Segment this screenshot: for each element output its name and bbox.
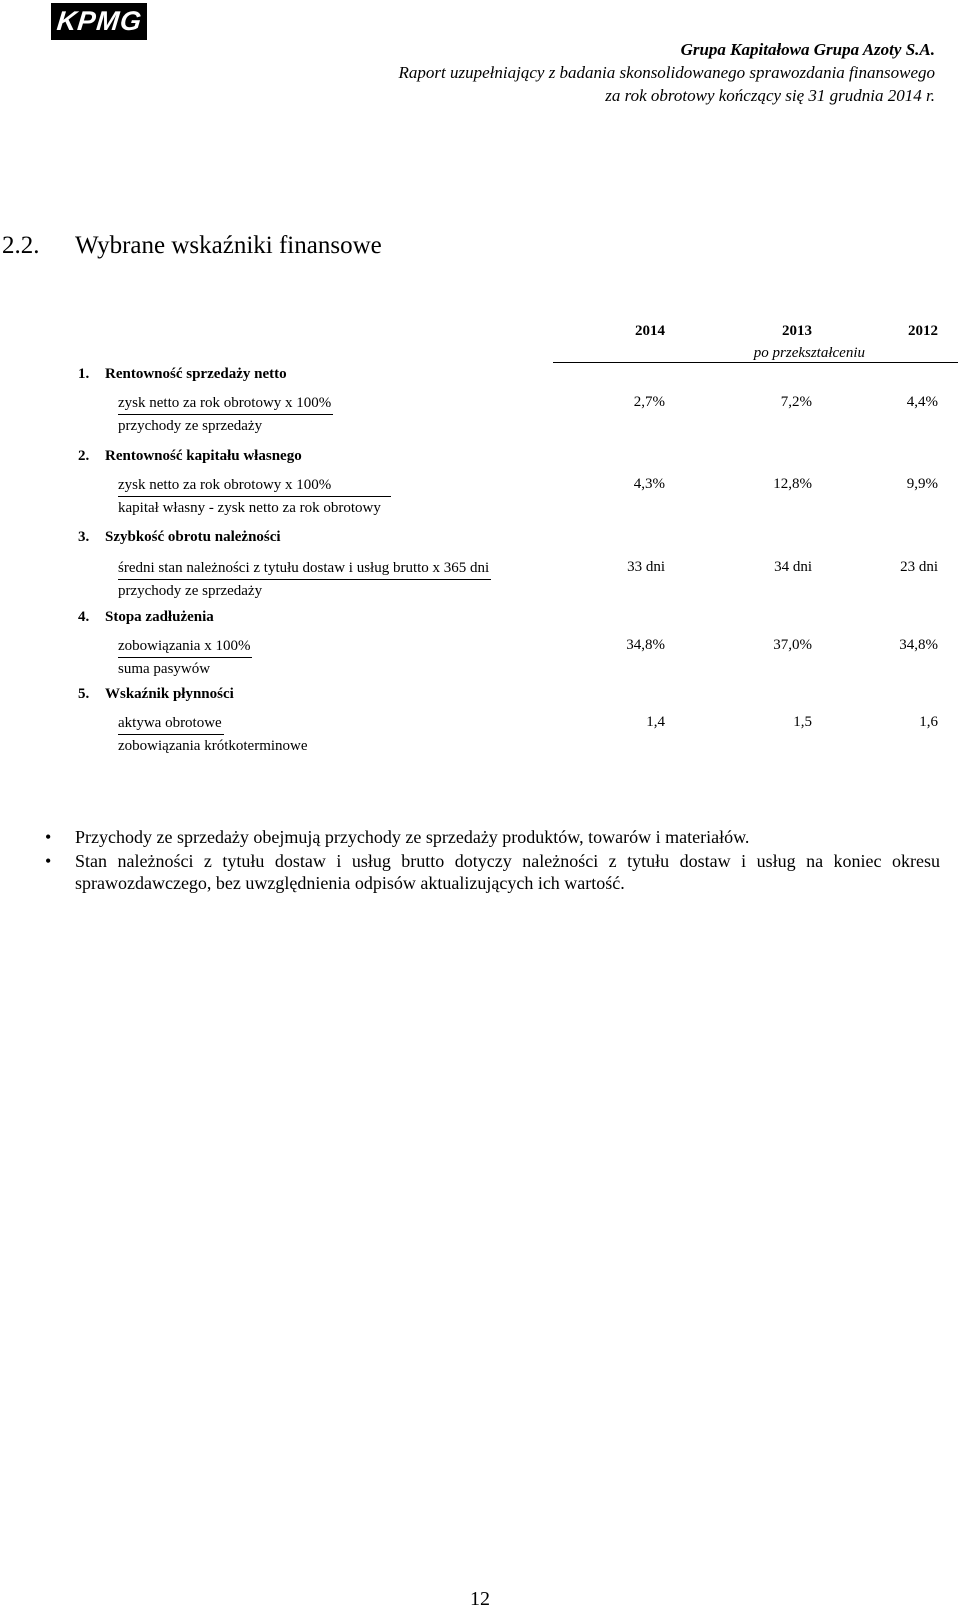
value-2013: 37,0% (773, 637, 812, 653)
metric-title (78, 529, 281, 546)
formula-numerator: aktywa obrotowe (118, 712, 224, 735)
value-2014: 1,4 (646, 714, 665, 730)
formula-denominator: przychody ze sprzedaży (118, 583, 263, 599)
metric-name: Rentowność kapitału własnego (105, 448, 302, 464)
metric-title (78, 609, 214, 626)
bullet-icon: • (45, 851, 52, 871)
value-2014: 4,3% (633, 476, 665, 492)
metric-formula (118, 392, 333, 437)
metric-formula (118, 557, 491, 602)
report-title-line1: Raport uzupełniający z badania skonsolidowanego sprawozdania finansowego (398, 63, 935, 82)
column-subcaption-2013: po przekształceniu (753, 345, 865, 361)
note-text: Stan należności z tytułu dostaw i usług brutto dotyczy należności z tytułu dostaw i usług na koniec okresu sprawozdawczego, bez uwzględnienia odpisów aktualizujących ich wartość. (75, 851, 940, 893)
value-2014: 33 dni (627, 559, 665, 575)
bullet-icon: • (45, 827, 52, 847)
column-header-2014: 2014 (635, 323, 665, 339)
list-item (30, 826, 940, 848)
header-divider (553, 362, 958, 363)
report-header (399, 38, 935, 107)
formula-numerator: zobowiązania x 100% (118, 635, 252, 658)
logo-text: KPMG (54, 6, 144, 36)
value-2014: 2,7% (633, 394, 665, 410)
metric-number: 3. (78, 529, 90, 545)
value-2012: 9,9% (906, 476, 938, 492)
formula-numerator: średni stan należności z tytułu dostaw i usług brutto x 365 dni (118, 557, 491, 580)
formula-denominator: przychody ze sprzedaży (118, 418, 263, 434)
metric-name: Szybkość obrotu należności (105, 529, 281, 545)
metric-number: 4. (78, 609, 90, 625)
value-2013: 12,8% (773, 476, 812, 492)
metric-formula (118, 474, 391, 519)
footnotes (30, 826, 940, 896)
metric-formula (118, 635, 252, 680)
value-2012: 23 dni (900, 559, 938, 575)
value-2013: 7,2% (780, 394, 812, 410)
metric-formula (118, 712, 308, 757)
metric-title (78, 366, 287, 383)
formula-denominator: suma pasywów (118, 661, 211, 677)
value-2012: 34,8% (899, 637, 938, 653)
column-header-2013: 2013 (782, 323, 812, 339)
value-2013: 34 dni (774, 559, 812, 575)
formula-numerator: zysk netto za rok obrotowy x 100% (118, 474, 391, 497)
value-2012: 4,4% (906, 394, 938, 410)
metric-name: Wskaźnik płynności (105, 686, 234, 702)
list-item (30, 850, 940, 894)
kpmg-logo (51, 3, 147, 40)
page-number: 12 (470, 1588, 490, 1610)
metric-number: 2. (78, 448, 90, 464)
formula-denominator: zobowiązania krótkoterminowe (118, 738, 308, 754)
value-2012: 1,6 (919, 714, 938, 730)
metric-name: Stopa zadłużenia (105, 609, 214, 625)
value-2013: 1,5 (793, 714, 812, 730)
section-title: Wybrane wskaźniki finansowe (75, 232, 382, 259)
metric-title (78, 448, 302, 465)
value-2014: 34,8% (626, 637, 665, 653)
report-title-line2: za rok obrotowy kończący się 31 grudnia 2014 r. (605, 86, 935, 105)
section-number: 2.2. (2, 232, 40, 259)
metric-number: 5. (78, 686, 90, 702)
metric-number: 1. (78, 366, 90, 382)
company-name: Grupa Kapitałowa Grupa Azoty S.A. (680, 40, 935, 59)
formula-numerator: zysk netto za rok obrotowy x 100% (118, 392, 333, 415)
note-text: Przychody ze sprzedaży obejmują przychody ze sprzedaży produktów, towarów i materiałów. (75, 827, 750, 847)
metric-title (78, 686, 234, 703)
formula-denominator: kapitał własny - zysk netto za rok obrotowy (118, 500, 381, 516)
column-header-2012: 2012 (908, 323, 938, 339)
metric-name: Rentowność sprzedaży netto (105, 366, 287, 382)
